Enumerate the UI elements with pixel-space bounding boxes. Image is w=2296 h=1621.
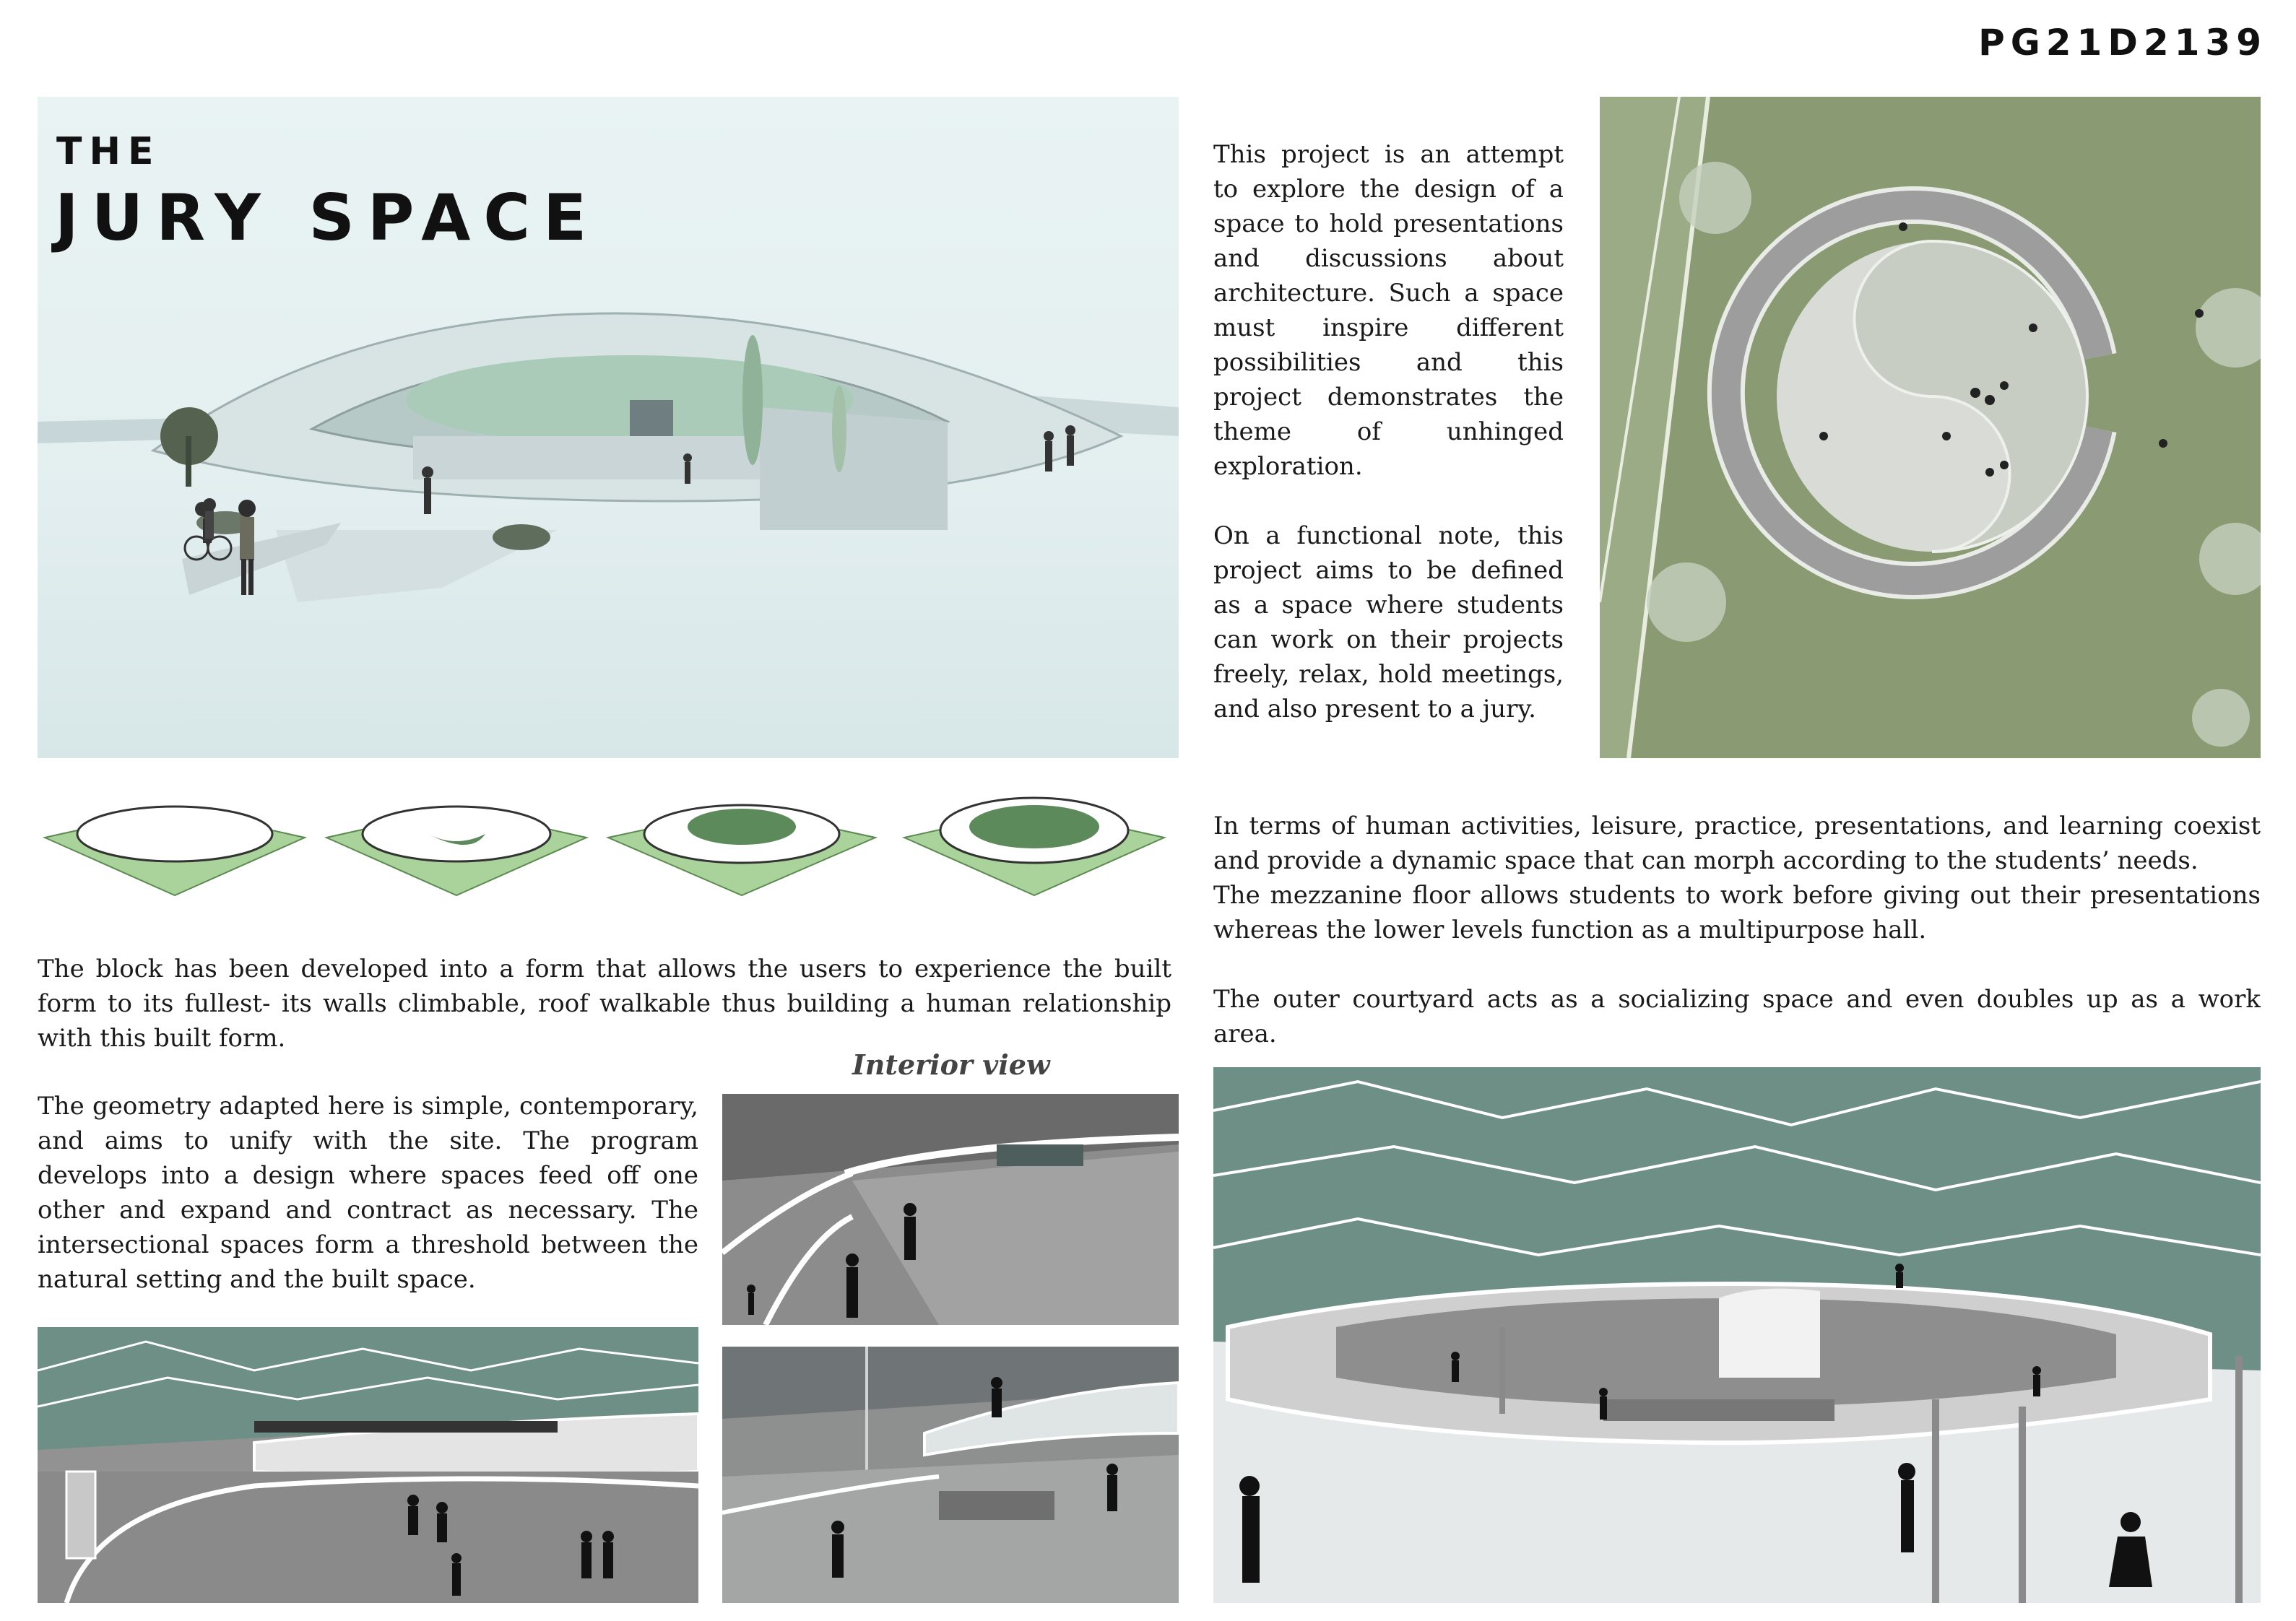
intro-paragraph-2: On a functional note, this project aims to be defined as a space where students can work on their projects freely, relax, hold meetings, and also present to a jury. [1213,521,1564,723]
interior-view-2-drawing [722,1347,1179,1603]
activities-paragraph-1: In terms of human activities, leisure, practice, presentations, and learning coexist and provide a dynamic space that can morph according to the students’ needs. [1213,812,2261,875]
activities-paragraph-3: The outer courtyard acts as a socializing space and even doubles up as a work area. [1213,985,2261,1048]
courtyard-view-drawing [1213,1067,2261,1603]
title-the: THE [56,130,161,173]
interior-view-2 [722,1347,1179,1603]
site-plan [1600,97,2261,758]
courtyard-view [1213,1067,2261,1603]
diagram-step-1 [45,807,305,895]
activities-text [1213,809,2261,1051]
diagram-step-4 [904,798,1164,895]
project-code: PG21D2139 [1978,22,2267,64]
intro-text [1213,137,1564,761]
page-title: JURY SPACE [55,181,600,255]
site-plan-drawing [1600,97,2261,758]
intro-paragraph-1: This project is an attempt to explore the design of a space to hold presentations and discussions about architecture. Such a space must inspire different possibilities and this project demonstrates the theme of unhinged exploration. [1213,140,1564,481]
block-text: The block has been developed into a form that allows the users to experience the built form to its fullest- its walls climbable, roof walkable thus building a human relationship with this built form. [38,955,1171,1053]
interior-view-1 [722,1094,1179,1325]
activities-paragraph-2: The mezzanine floor allows students to work before giving out their presentations whereas the lower levels function as a multipurpose hall. [1213,881,2261,944]
mezzanine-view [38,1327,698,1603]
interior-view-1-drawing [722,1094,1179,1325]
mezzanine-view-drawing [38,1327,698,1603]
geometry-text: The geometry adapted here is simple, contemporary, and aims to unify with the site. The program develops into a design where spaces feed off one other and expand and contract as necessary. The intersectional spaces form a threshold between the natural setting and the built space. [38,1092,698,1294]
form-evolution-drawing [38,794,1179,910]
diagram-step-3 [608,805,875,895]
diagram-step-2 [326,807,586,895]
form-evolution-diagrams [38,794,1179,910]
interior-caption: Interior view [852,1048,1050,1081]
